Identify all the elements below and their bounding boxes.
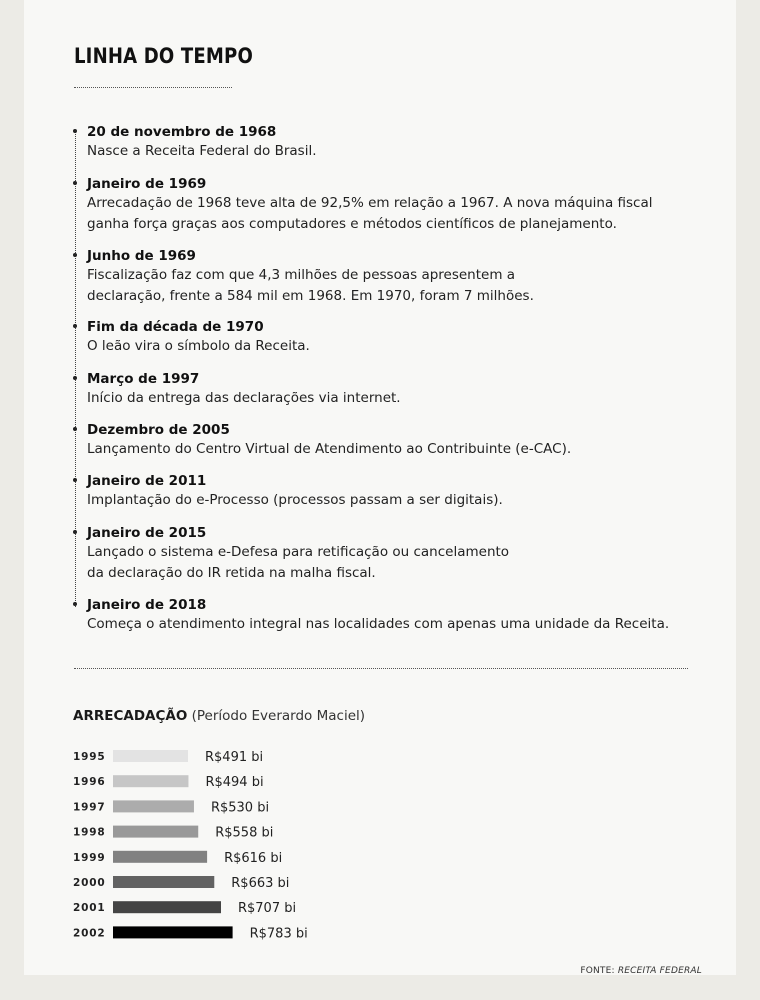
bar <box>113 826 198 838</box>
chart-subtitle: (Período Everardo Maciel) <box>191 708 366 724</box>
value-label: R$558 bi <box>215 825 274 841</box>
year-label: 1999 <box>73 851 106 864</box>
year-label: 1998 <box>73 826 106 839</box>
year-label: 2001 <box>73 902 106 915</box>
event-description: Fiscalização faz com que 4,3 milhões de pessoas apresentem a declaração, frente a 584 mil em 1968. Em 1970, foram 7 milhões. <box>87 267 534 304</box>
event-description: Lançamento do Centro Virtual de Atendimento ao Contribuinte (e-CAC). <box>87 441 572 457</box>
event-date: Janeiro de 1969 <box>87 176 207 192</box>
value-label: R$783 bi <box>249 926 308 942</box>
chart-title: ARRECADAÇÃO <box>73 708 188 724</box>
value-label: R$663 bi <box>231 876 290 891</box>
source-name: RECEITA FEDERAL <box>617 966 702 976</box>
event-description: Implantação do e-Processo (processos passam a ser digitais). <box>87 492 503 508</box>
event-description: Lançado o sistema e-Defesa para retificação ou cancelamento da declaração do IR retida na malha fiscal. <box>87 544 510 581</box>
event-description: Nasce a Receita Federal do Brasil. <box>87 143 317 159</box>
year-label: 2000 <box>73 877 106 889</box>
bar <box>113 926 233 938</box>
event-description: Início da entrega das declarações via internet. <box>87 390 401 406</box>
value-label: R$494 bi <box>205 775 264 791</box>
timeline-title: LINHA DO TEMPO <box>74 44 253 68</box>
bar <box>113 775 188 787</box>
bar <box>113 901 221 913</box>
event-description: Começa o atendimento integral nas localidades com apenas uma unidade da Receita. <box>87 616 670 632</box>
event-date: Janeiro de 2015 <box>87 525 207 541</box>
bar <box>113 851 207 863</box>
event-date: Janeiro de 2018 <box>87 597 207 613</box>
year-label: 2002 <box>73 927 106 940</box>
value-label: R$707 bi <box>237 901 297 917</box>
value-label: R$491 bi <box>205 750 264 765</box>
event-description: O leão vira o símbolo da Receita. <box>87 338 310 354</box>
bar <box>113 750 188 762</box>
year-label: 1996 <box>73 776 106 789</box>
source-note <box>580 966 702 976</box>
event-date: Junho de 1969 <box>87 248 196 264</box>
event-date: Dezembro de 2005 <box>87 422 230 438</box>
bar <box>113 800 194 812</box>
event-date: Fim da década de 1970 <box>87 319 264 335</box>
year-label: 1997 <box>73 801 106 814</box>
value-label: R$530 bi <box>210 800 270 816</box>
value-label: R$616 bi <box>224 850 283 866</box>
event-date: 20 de novembro de 1968 <box>87 124 277 140</box>
bar <box>113 876 214 888</box>
event-description: Arrecadação de 1968 teve alta de 92,5% em relação a 1967. A nova máquina fiscal ganha força graças aos computadores e métodos científicos de planejamento. <box>87 195 653 232</box>
event-date: Março de 1997 <box>87 371 200 387</box>
source-prefix: FONTE: <box>580 966 615 976</box>
year-label: 1995 <box>73 751 106 763</box>
event-date: Janeiro de 2011 <box>87 473 207 489</box>
